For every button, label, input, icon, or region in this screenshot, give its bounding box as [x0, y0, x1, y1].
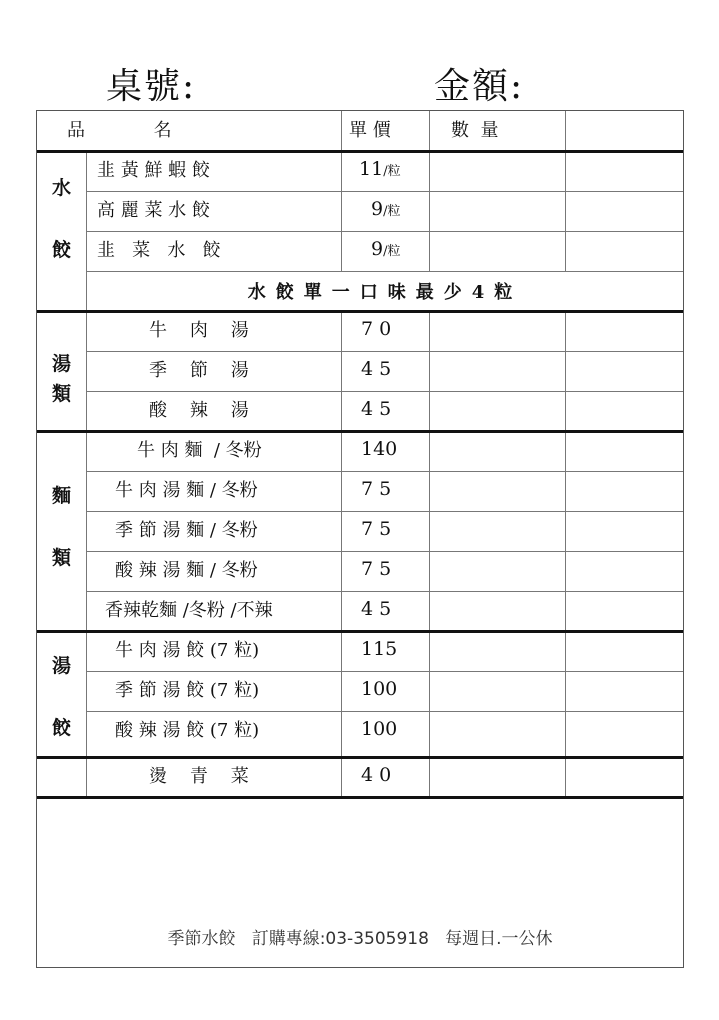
- amount-label: 金額:: [434, 66, 525, 107]
- column-header-price: 單 價: [349, 120, 391, 141]
- item-price: 115: [361, 638, 398, 660]
- item-price: 4 0: [361, 764, 392, 786]
- shop-footer: 季節水餃 訂購專線:03-3505918 每週日.一公休: [167, 929, 553, 949]
- item-price: 9: [371, 198, 384, 220]
- item-price: 7 5: [361, 478, 392, 500]
- item-unit: /粒: [383, 243, 401, 259]
- table-number-label: 桌號:: [106, 66, 197, 107]
- category-label: 湯: [51, 353, 71, 375]
- item-price: 7 0: [361, 318, 392, 340]
- item-price: 4 5: [361, 358, 392, 380]
- item-name: 韭 菜 水 餃: [97, 240, 221, 261]
- category-label: 麵: [51, 485, 71, 507]
- item-name: 韭 黃 鮮 蝦 餃: [97, 160, 210, 181]
- item-unit: /粒: [383, 203, 401, 219]
- category-label: 餃: [51, 717, 71, 739]
- item-unit: /粒: [383, 163, 401, 179]
- item-name: 季 節 湯 麵 / 冬粉: [115, 520, 258, 541]
- item-price: 7 5: [361, 518, 392, 540]
- item-price: 140: [361, 438, 398, 460]
- item-name: 酸 辣 湯 餃 (7 粒): [115, 720, 260, 741]
- item-name: 香辣乾麵 /冬粉 /不辣: [105, 600, 273, 621]
- item-price: 4 5: [361, 598, 392, 620]
- item-price: 9: [371, 238, 384, 260]
- category-label: 湯: [51, 655, 71, 677]
- item-price: 100: [361, 678, 398, 700]
- item-price: 7 5: [361, 558, 392, 580]
- item-price: 100: [361, 718, 398, 740]
- item-name: 季 節 湯 餃 (7 粒): [115, 680, 260, 701]
- category-label: 類: [51, 547, 71, 569]
- item-name: 牛 肉 湯 麵 / 冬粉: [115, 480, 258, 501]
- item-price: 4 5: [361, 398, 392, 420]
- item-name: 牛 肉 麵 / 冬粉: [137, 440, 262, 461]
- category-label: 餃: [51, 239, 71, 261]
- item-name: 季 節 湯: [149, 360, 249, 381]
- item-name: 牛 肉 湯: [149, 320, 249, 341]
- item-name: 高 麗 菜 水 餃: [97, 200, 210, 221]
- item-name: 燙 青 菜: [149, 766, 249, 787]
- column-header-qty: 數 量: [451, 120, 499, 141]
- category-label: 水: [51, 177, 71, 199]
- item-price: 11: [359, 158, 384, 180]
- dumpling-minimum-note: 水餃單一口味最少4粒: [247, 282, 523, 303]
- column-header-name: 品 名: [67, 120, 172, 141]
- item-name: 酸 辣 湯: [149, 400, 249, 421]
- order-form-table: [36, 110, 684, 968]
- item-name: 酸 辣 湯 麵 / 冬粉: [115, 560, 258, 581]
- item-name: 牛 肉 湯 餃 (7 粒): [115, 640, 260, 661]
- category-label: 類: [51, 383, 71, 405]
